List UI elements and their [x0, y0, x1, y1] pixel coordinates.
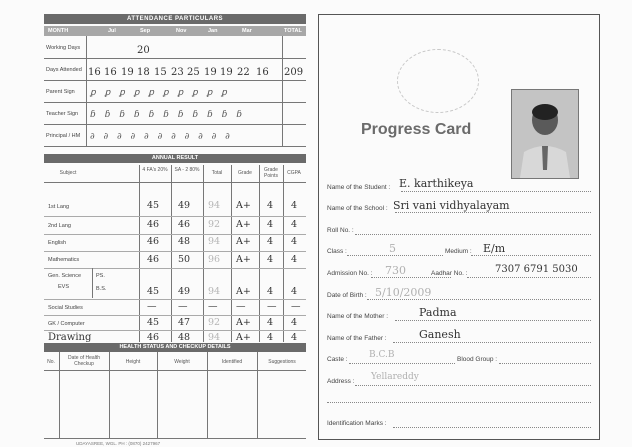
- divider: [44, 251, 306, 252]
- divider: [207, 352, 208, 438]
- field-label: Name of the Mother :: [327, 313, 389, 320]
- field-line: [393, 342, 591, 343]
- total-mark: 92: [208, 219, 221, 230]
- grade: A+: [236, 236, 251, 247]
- field-label: Date of Birth :: [327, 292, 367, 299]
- attended-value: 15: [154, 67, 167, 78]
- field-label: Identification Marks :: [327, 420, 387, 427]
- attended-value: 16: [256, 67, 269, 78]
- col-suggestions: Suggestions: [268, 359, 296, 365]
- row-label-principal: Principal / HM: [46, 133, 81, 139]
- field-line: [471, 255, 591, 256]
- month-header: TOTAL: [284, 28, 302, 34]
- col-height: Height: [125, 359, 141, 365]
- cgpa: —: [291, 301, 301, 312]
- fa-mark: 46: [147, 236, 160, 247]
- cgpa: 4: [291, 317, 298, 328]
- col-no: No.: [47, 359, 55, 365]
- progress-card-title: Progress Card: [361, 121, 472, 138]
- field-line: [371, 277, 451, 278]
- col-sa: SA - 2 80%: [174, 167, 200, 173]
- sa-mark: 49: [178, 200, 191, 211]
- student-photo-figure: [512, 90, 578, 178]
- attended-value: 16: [104, 67, 117, 78]
- field-line: [395, 320, 591, 321]
- caste-value: B.C.B: [369, 350, 395, 360]
- subject-name: Social Studies: [48, 305, 83, 311]
- fa-mark: 46: [147, 332, 160, 343]
- grade-points: 4: [267, 317, 274, 328]
- cgpa: 4: [291, 332, 298, 343]
- divider: [44, 370, 306, 371]
- father-name-value: Ganesh: [419, 328, 461, 341]
- bs-label: B.S.: [96, 286, 107, 292]
- month-header: Jul: [108, 28, 116, 34]
- health-title: HEALTH STATUS AND CHECKUP DETAILS: [44, 343, 306, 352]
- subject-name: Gen. Science: [48, 273, 82, 279]
- school-stamp: [397, 49, 479, 113]
- field-label: Name of the Father :: [327, 335, 387, 342]
- month-header: Jan: [208, 28, 218, 34]
- attended-value: 16: [88, 67, 101, 78]
- sa-mark: 48: [178, 332, 191, 343]
- field-line: [401, 191, 591, 192]
- dob-value: 5/10/2009: [375, 286, 432, 299]
- col-cgpa: CGPA: [287, 170, 301, 176]
- attended-value: 19: [204, 67, 217, 78]
- field-line: [395, 212, 591, 213]
- row-label-teacher-sign: Teacher Sign: [46, 111, 79, 117]
- field-label: Class :: [327, 248, 347, 255]
- col-grade: Grade: [238, 170, 252, 176]
- col-checkup-date: Date of Health Checkup: [68, 355, 100, 367]
- grade: A+: [236, 219, 251, 230]
- row-label-working-days: Working Days: [46, 45, 81, 51]
- divider: [109, 352, 110, 438]
- sa-mark: 46: [178, 219, 191, 230]
- cgpa: 4: [291, 219, 298, 230]
- principal-signatures: ∂ ∂ ∂ ∂ ∂ ∂ ∂ ∂ ∂ ∂ ∂: [90, 132, 233, 142]
- fa-mark: —: [147, 301, 157, 312]
- divider: [44, 80, 306, 81]
- divider: [282, 36, 283, 146]
- grade: A+: [236, 332, 251, 343]
- attendance-and-results-page: [44, 14, 306, 438]
- admission-no-value: 730: [385, 264, 406, 277]
- col-weight: Weight: [174, 359, 190, 365]
- grade: A+: [236, 286, 251, 297]
- grade: —: [236, 301, 246, 312]
- divider: [86, 36, 87, 146]
- divider: [44, 182, 306, 183]
- divider: [257, 352, 258, 438]
- grade: A+: [236, 254, 251, 265]
- sa-mark: 47: [178, 317, 191, 328]
- field-label: Admission No. :: [327, 270, 373, 277]
- subject-name: Mathematics: [48, 257, 80, 263]
- col-grade-points: Grade Points: [264, 167, 278, 179]
- progress-card-page: [318, 14, 600, 440]
- divider: [44, 146, 306, 147]
- subject-name: EVS: [58, 284, 70, 290]
- student-name-value: E. karthikeya: [399, 177, 474, 190]
- fa-mark: 45: [147, 317, 160, 328]
- sa-mark: 49: [178, 286, 191, 297]
- grade-points: 4: [267, 286, 274, 297]
- address-value: Yellareddy: [371, 372, 419, 382]
- annual-result-title: ANNUAL RESULT: [44, 154, 306, 163]
- grade-points: 4: [267, 236, 274, 247]
- field-label: Name of the School :: [327, 205, 388, 212]
- field-label: Address :: [327, 378, 355, 385]
- col-subject: Subject: [59, 170, 77, 176]
- month-header: Sep: [140, 28, 151, 34]
- col-fa: 4 FA's 20%: [142, 167, 168, 173]
- cgpa: 4: [291, 236, 298, 247]
- month-header: Nov: [176, 28, 187, 34]
- ps-label: PS.: [96, 273, 105, 279]
- divider: [44, 216, 306, 217]
- grade-points: 4: [267, 219, 274, 230]
- field-line: [355, 234, 591, 235]
- grade: A+: [236, 200, 251, 211]
- months-header-row: [44, 26, 306, 36]
- divider: [44, 268, 306, 269]
- cgpa: 4: [291, 200, 298, 211]
- attended-value: 25: [187, 67, 200, 78]
- field-label: Blood Group :: [457, 356, 498, 363]
- subject-name: 2nd Lang: [48, 223, 71, 229]
- attended-value: 18: [137, 67, 150, 78]
- fa-mark: 46: [147, 219, 160, 230]
- cgpa: 4: [291, 286, 298, 297]
- fa-mark: 46: [147, 254, 160, 265]
- divider: [92, 268, 93, 298]
- attended-total: 209: [284, 67, 304, 78]
- divider: [44, 315, 306, 316]
- school-name-value: Sri vani vidhyalayam: [393, 199, 510, 212]
- fa-mark: 45: [147, 286, 160, 297]
- sa-mark: 48: [178, 236, 191, 247]
- total-mark: —: [208, 301, 218, 312]
- grade-points: 4: [267, 332, 274, 343]
- field-label: Roll No. :: [327, 227, 354, 234]
- sa-mark: —: [178, 301, 188, 312]
- sa-mark: 50: [178, 254, 191, 265]
- working-days-value: 20: [137, 45, 150, 56]
- subject-name: Drawing: [48, 332, 92, 343]
- row-label-parent-sign: Parent Sign: [46, 89, 75, 95]
- printer-footer: UDAYASREE, WGL. PH : (0870) 2427967: [76, 441, 161, 446]
- total-mark: 96: [208, 254, 221, 265]
- class-value: 5: [389, 242, 396, 255]
- attended-value: 22: [237, 67, 250, 78]
- field-line: [349, 363, 455, 364]
- field-line: [327, 402, 591, 403]
- field-line: [367, 299, 591, 300]
- col-identified: Identified: [221, 359, 243, 365]
- divider: [44, 438, 306, 439]
- medium-value: E/m: [483, 242, 506, 255]
- divider: [59, 352, 60, 438]
- teacher-signatures: ɓ ɓ ɓ ɓ ɓ ɓ ɓ ɓ ɓ ɓ ɓ: [90, 110, 245, 120]
- divider: [44, 234, 306, 235]
- grade-points: 4: [267, 200, 274, 211]
- divider: [157, 352, 158, 438]
- row-label-days-attended: Days Attended: [46, 67, 82, 73]
- divider: [44, 102, 306, 103]
- month-header: Mar: [242, 28, 252, 34]
- month-header: MONTH: [48, 28, 69, 34]
- field-line: [499, 363, 591, 364]
- total-mark: 94: [208, 286, 221, 297]
- total-mark: 94: [208, 200, 221, 211]
- total-mark: 92: [208, 317, 221, 328]
- total-mark: 94: [208, 332, 221, 343]
- fa-mark: 45: [147, 200, 160, 211]
- field-label: Medium :: [445, 248, 472, 255]
- subject-name: 1st Lang: [48, 204, 70, 210]
- divider: [44, 58, 306, 59]
- field-line: [393, 427, 591, 428]
- subject-name: GK / Computer: [48, 321, 85, 327]
- field-label: Aadhar No. :: [431, 270, 468, 277]
- col-total: Total: [211, 170, 223, 176]
- divider: [44, 330, 306, 331]
- student-photo: [511, 89, 579, 179]
- field-line: [355, 385, 591, 386]
- grade-points: —: [267, 301, 277, 312]
- attended-value: 19: [121, 67, 134, 78]
- grade: A+: [236, 317, 251, 328]
- grade-points: 4: [267, 254, 274, 265]
- attended-value: 19: [220, 67, 233, 78]
- total-mark: 94: [208, 236, 221, 247]
- aadhar-value: 7307 6791 5030: [495, 264, 578, 275]
- subject-name: English: [48, 240, 67, 246]
- divider: [44, 124, 306, 125]
- divider: [44, 299, 306, 300]
- attendance-title: ATTENDANCE PARTICULARS: [44, 14, 306, 24]
- cgpa: 4: [291, 254, 298, 265]
- field-line: [347, 255, 443, 256]
- field-line: [467, 277, 591, 278]
- field-label: Caste :: [327, 356, 348, 363]
- parent-signatures: ꝑ ꝑ ꝑ ꝑ ꝑ ꝑ ꝑ ꝑ ꝑ ꝑ: [90, 88, 230, 98]
- field-label: Name of the Student :: [327, 184, 391, 191]
- attended-value: 23: [171, 67, 184, 78]
- mother-name-value: Padma: [419, 306, 457, 319]
